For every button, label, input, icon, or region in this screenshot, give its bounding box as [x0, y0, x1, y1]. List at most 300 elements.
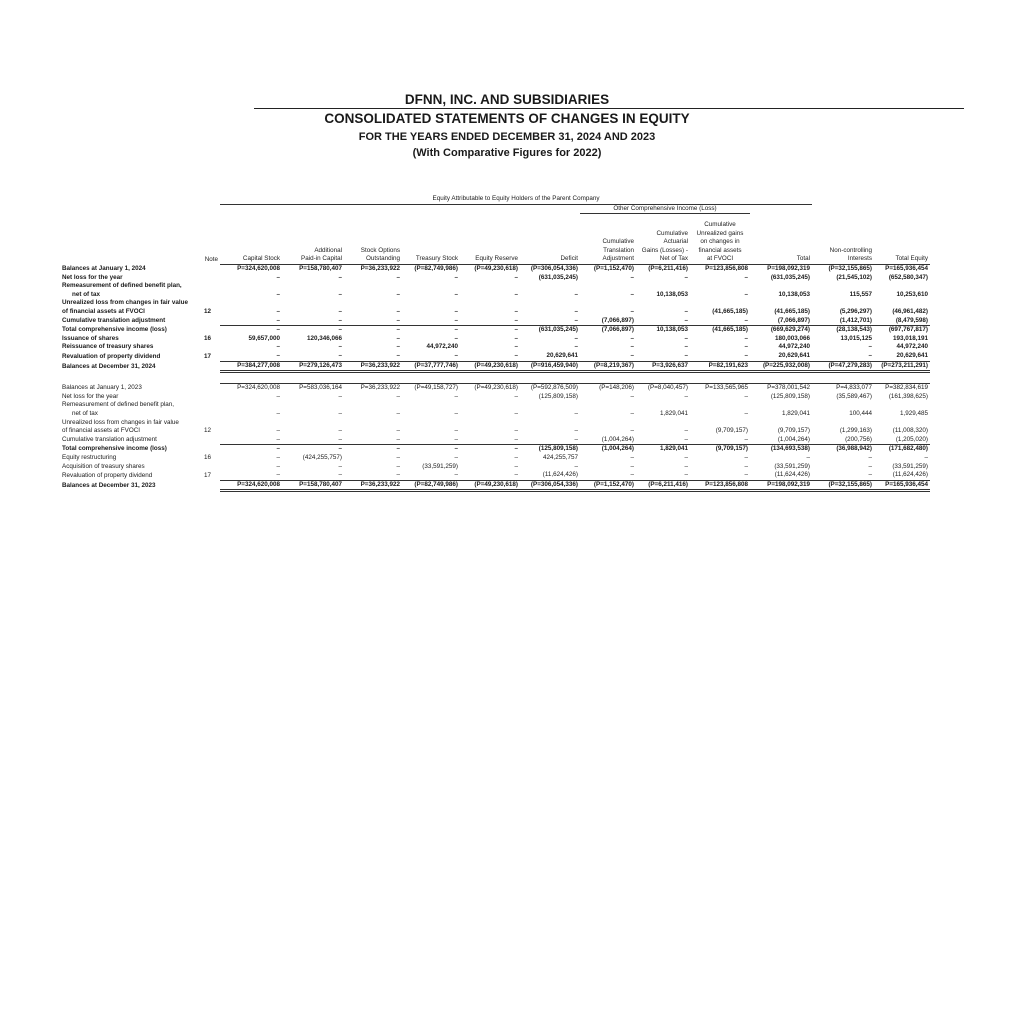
- cell-value: [580, 419, 636, 428]
- row-note: [190, 463, 220, 472]
- cell-value: 424,255,757: [542, 453, 578, 461]
- cell-value: –: [744, 462, 748, 470]
- cell-value: 115,557: [849, 290, 873, 298]
- cell-value: –: [220, 317, 282, 326]
- cell-value: –: [574, 290, 578, 298]
- cell-value: –: [514, 273, 518, 281]
- statement-title: CONSOLIDATED STATEMENTS OF CHANGES IN EQUITY: [324, 111, 690, 126]
- cell-value: P=382,834,619: [874, 384, 930, 393]
- table-row: [60, 282, 964, 291]
- cell-value: [636, 419, 690, 428]
- cell-value: –: [868, 453, 873, 461]
- cell-value: (P=82,749,986): [402, 265, 460, 274]
- cell-value: –: [630, 409, 634, 417]
- act-header-2: Actuarial: [663, 238, 688, 246]
- cell-value: –: [684, 427, 688, 435]
- row-label: Acquisition of treasury shares: [62, 462, 145, 470]
- cell-value: [402, 282, 460, 291]
- cell-value: (P=37,777,746): [402, 361, 460, 372]
- cell-value: 59,657,000: [248, 334, 280, 342]
- cell-value: –: [868, 352, 873, 359]
- cell-value: P=324,620,008: [220, 384, 282, 393]
- cell-value: (P=1,152,470): [580, 480, 636, 491]
- company-name: DFNN, INC. AND SUBSIDIARIES: [404, 92, 610, 107]
- cell-value: [460, 401, 520, 410]
- cell-value: [402, 401, 460, 410]
- cell-value: –: [454, 308, 458, 316]
- cell-value: [812, 299, 874, 308]
- row-note: [190, 480, 220, 491]
- cell-value: (134,693,538): [750, 445, 812, 454]
- cell-value: [520, 401, 580, 410]
- cell-value: [690, 419, 750, 428]
- cell-value: P=36,233,922: [344, 384, 402, 393]
- cell-value: –: [344, 326, 402, 335]
- table-row: [60, 384, 964, 393]
- cell-value: (171,682,480): [874, 445, 930, 454]
- cell-value: (652,580,347): [888, 273, 929, 281]
- cell-value: –: [514, 352, 518, 359]
- cell-value: –: [454, 352, 458, 359]
- cell-value: [344, 282, 402, 291]
- statement-period: FOR THE YEARS ENDED DECEMBER 31, 2024 AND 2023: [358, 131, 656, 143]
- cell-value: [282, 401, 344, 410]
- cell-value: –: [684, 453, 688, 461]
- treasury-header: Treasury Stock: [415, 255, 458, 263]
- cell-value: (1,004,264): [750, 436, 812, 445]
- cell-value: –: [868, 462, 873, 470]
- row-label: Remeasurement of defined benefit plan,: [62, 282, 182, 290]
- cell-value: –: [402, 317, 460, 326]
- cell-value: (125,809,158): [770, 392, 811, 400]
- cell-value: –: [338, 392, 342, 400]
- cell-value: –: [630, 273, 634, 281]
- cell-value: (161,398,625): [888, 392, 929, 400]
- cell-value: –: [338, 471, 342, 479]
- cell-value: (8,479,598): [874, 317, 930, 326]
- row-label: Cumulative translation adjustment: [62, 317, 166, 325]
- cell-value: 1,829,041: [782, 409, 811, 417]
- cell-value: (631,035,245): [770, 273, 811, 281]
- cell-value: –: [276, 462, 280, 470]
- cell-value: (46,961,482): [892, 308, 929, 316]
- cell-value: –: [514, 308, 518, 316]
- cell-value: –: [276, 273, 280, 281]
- table-row: [60, 445, 964, 454]
- cell-value: [344, 299, 402, 308]
- cta-header-3: Adjustment: [602, 255, 634, 263]
- cell-value: –: [744, 409, 748, 417]
- cell-value: –: [396, 409, 400, 417]
- cell-value: P=165,936,454: [874, 265, 930, 274]
- cell-value: –: [338, 308, 342, 316]
- row-label: Issuance of shares: [62, 334, 119, 342]
- cell-value: [812, 401, 874, 410]
- cell-value: [520, 282, 580, 291]
- cell-value: (7,066,897): [580, 317, 636, 326]
- cell-value: 44,972,240: [778, 343, 811, 351]
- options-header-2: Outstanding: [366, 255, 400, 263]
- cell-value: –: [402, 436, 460, 445]
- cell-value: –: [220, 326, 282, 335]
- cell-value: P=36,233,922: [344, 361, 402, 372]
- cell-value: [402, 419, 460, 428]
- cell-value: (11,624,426): [542, 471, 578, 479]
- table-row: [60, 343, 964, 352]
- cell-value: (P=306,054,336): [520, 265, 580, 274]
- fvoci-header-3: on changes in: [700, 238, 740, 246]
- cell-value: –: [684, 334, 688, 342]
- cell-value: [636, 401, 690, 410]
- cell-value: –: [276, 471, 280, 479]
- cell-value: –: [514, 409, 518, 417]
- cell-value: –: [220, 436, 282, 445]
- cell-value: (631,035,245): [538, 273, 578, 281]
- cell-value: –: [460, 317, 520, 326]
- row-label: Net loss for the year: [62, 273, 123, 281]
- cell-value: P=82,191,623: [690, 361, 750, 372]
- cell-value: 13,015,125: [840, 334, 873, 342]
- cell-value: (9,709,157): [715, 427, 748, 435]
- cell-value: –: [396, 352, 400, 359]
- cell-value: –: [744, 334, 748, 342]
- cell-value: 1,829,041: [636, 445, 690, 454]
- cell-value: –: [338, 462, 342, 470]
- cell-value: (125,809,158): [538, 392, 578, 400]
- cell-value: [636, 299, 690, 308]
- cell-value: –: [276, 427, 280, 435]
- cell-value: –: [276, 290, 280, 298]
- cell-value: (P=49,230,618): [460, 384, 520, 393]
- cell-value: (9,709,157): [777, 427, 811, 435]
- table-row: [60, 480, 964, 491]
- cell-value: –: [744, 471, 748, 479]
- row-label: Equity restructuring: [62, 453, 117, 461]
- cell-value: (P=148,206): [580, 384, 636, 393]
- table-row: [60, 308, 964, 317]
- cell-value: 44,972,240: [426, 343, 458, 351]
- cell-value: –: [744, 273, 748, 281]
- row-label: net of tax: [72, 409, 98, 417]
- cell-value: –: [514, 462, 518, 470]
- row-label: Unrealized loss from changes in fair value: [62, 299, 188, 307]
- cell-value: (200,756): [812, 436, 874, 445]
- cell-value: (P=8,040,457): [636, 384, 690, 393]
- cell-value: [220, 419, 282, 428]
- cell-value: –: [630, 343, 634, 351]
- cell-value: –: [454, 409, 458, 417]
- cell-value: –: [344, 317, 402, 326]
- total-header: Total: [796, 255, 811, 263]
- cell-value: (P=82,749,986): [402, 480, 460, 491]
- cell-value: (P=32,155,865): [812, 480, 874, 491]
- cell-value: –: [574, 334, 578, 342]
- cell-value: –: [454, 471, 458, 479]
- cell-value: –: [630, 453, 634, 461]
- cell-value: (P=49,230,618): [460, 480, 520, 491]
- cell-value: –: [276, 352, 280, 359]
- cell-value: 10,253,610: [896, 290, 929, 298]
- options-header-1: Stock Options: [360, 246, 400, 254]
- cell-value: –: [630, 290, 634, 298]
- cell-value: (33,591,259): [422, 462, 458, 470]
- row-note: [190, 401, 220, 410]
- table-row: [60, 361, 964, 372]
- table-row: [60, 436, 964, 445]
- cell-value: P=36,233,922: [344, 265, 402, 274]
- cell-value: –: [684, 352, 688, 359]
- cell-value: –: [630, 392, 634, 400]
- cell-value: 10,138,053: [656, 290, 688, 298]
- cell-value: –: [344, 436, 402, 445]
- cell-value: [750, 419, 812, 428]
- row-note: [190, 393, 220, 402]
- cell-value: (35,589,467): [836, 392, 873, 400]
- cell-value: –: [220, 445, 282, 454]
- cell-value: (P=6,211,416): [636, 480, 690, 491]
- row-label: of financial assets at FVOCI: [62, 427, 141, 435]
- cell-value: –: [630, 427, 634, 435]
- row-note: [190, 445, 220, 454]
- act-header-3: Gains (Losses) -: [641, 246, 688, 254]
- cell-value: –: [454, 392, 458, 400]
- cell-value: [580, 282, 636, 291]
- cell-value: (7,066,897): [580, 326, 636, 335]
- cell-value: 10,138,053: [778, 290, 811, 298]
- cell-value: (28,138,543): [812, 326, 874, 335]
- cell-value: –: [454, 290, 458, 298]
- cell-value: (1,004,264): [580, 445, 636, 454]
- fvoci-header-2: Unrealized gains: [696, 229, 744, 237]
- capital-stock-header: Capital Stock: [242, 255, 280, 263]
- table-row: [60, 454, 964, 463]
- cell-value: 120,346,066: [306, 334, 342, 342]
- cell-value: (P=6,211,416): [636, 265, 690, 274]
- fvoci-header-4: financial assets: [698, 246, 742, 254]
- equity-reserve-header: Equity Reserve: [475, 255, 518, 263]
- cell-value: P=123,856,808: [690, 265, 750, 274]
- cell-value: –: [806, 453, 811, 461]
- cell-value: [580, 299, 636, 308]
- cell-value: (9,709,157): [690, 445, 750, 454]
- cell-value: (11,624,426): [892, 471, 929, 479]
- cell-value: –: [520, 317, 580, 326]
- cell-value: –: [396, 471, 400, 479]
- cta-header-2: Translation: [603, 246, 634, 254]
- cell-value: –: [744, 453, 748, 461]
- cell-value: (P=1,152,470): [580, 265, 636, 274]
- cell-value: [344, 419, 402, 428]
- cell-value: –: [744, 343, 748, 351]
- cell-value: –: [514, 453, 518, 461]
- row-note: [190, 299, 220, 308]
- equity-statement: [60, 195, 964, 492]
- row-label: Cumulative translation adjustment: [62, 436, 157, 444]
- cell-value: –: [630, 334, 634, 342]
- cell-value: P=384,277,008: [220, 361, 282, 372]
- cell-value: [750, 401, 812, 410]
- cell-value: 180,003,066: [775, 334, 811, 342]
- cell-value: –: [454, 453, 458, 461]
- cell-value: (P=306,054,336): [520, 480, 580, 491]
- cell-value: 20,629,641: [546, 352, 578, 359]
- cell-value: –: [514, 290, 518, 298]
- fvoci-header-1: Cumulative: [704, 221, 736, 229]
- table-row: [60, 299, 964, 308]
- cell-value: (P=225,932,008): [750, 361, 812, 372]
- cell-value: (11,008,320): [892, 427, 929, 435]
- cell-value: [282, 299, 344, 308]
- cell-value: –: [574, 462, 578, 470]
- cell-value: –: [574, 427, 578, 435]
- cell-value: –: [684, 462, 688, 470]
- cell-value: 1,929,485: [900, 409, 929, 417]
- cell-value: –: [460, 445, 520, 454]
- row-note: [190, 291, 220, 300]
- cell-value: (11,624,426): [774, 471, 811, 479]
- cell-value: (P=49,158,727): [402, 384, 460, 393]
- cell-value: –: [454, 273, 458, 281]
- cell-value: (1,004,264): [580, 436, 636, 445]
- cell-value: –: [276, 392, 280, 400]
- cell-value: –: [868, 471, 873, 479]
- cell-value: P=279,126,473: [282, 361, 344, 372]
- table-row: [60, 410, 964, 419]
- cell-value: –: [630, 308, 634, 316]
- row-label: Balances at January 1, 2024: [62, 265, 146, 273]
- cell-value: –: [684, 471, 688, 479]
- cell-value: –: [282, 436, 344, 445]
- cell-value: (697,767,817): [874, 326, 930, 335]
- cell-value: 10,138,053: [636, 326, 690, 335]
- cell-value: –: [574, 409, 578, 417]
- cell-value: –: [338, 427, 342, 435]
- cell-value: –: [514, 334, 518, 342]
- row-note: 16: [204, 453, 212, 461]
- cell-value: –: [514, 343, 518, 351]
- act-header-1: Cumulative: [656, 229, 688, 237]
- cell-value: (P=273,211,291): [874, 361, 930, 372]
- cell-value: P=324,620,008: [220, 265, 282, 274]
- row-note: [190, 274, 220, 283]
- comparative-note: (With Comparative Figures for 2022): [412, 147, 602, 159]
- cell-value: 20,629,641: [896, 352, 929, 359]
- cell-value: [402, 299, 460, 308]
- row-note: 16: [204, 334, 212, 342]
- cell-value: [874, 282, 930, 291]
- cell-value: P=583,036,164: [282, 384, 344, 393]
- row-label: Total comprehensive income (loss): [62, 445, 167, 453]
- cell-value: (P=916,459,940): [520, 361, 580, 372]
- row-label: Remeasurement of defined benefit plan,: [62, 401, 175, 409]
- row-note: 12: [204, 308, 212, 316]
- cell-value: –: [282, 326, 344, 335]
- cell-value: –: [338, 290, 342, 298]
- cell-value: 1,829,041: [659, 409, 688, 417]
- cell-value: –: [402, 445, 460, 454]
- cell-value: –: [344, 445, 402, 454]
- row-label: Balances at December 31, 2023: [62, 482, 156, 490]
- cell-value: –: [276, 409, 280, 417]
- row-label: Reissuance of treasury shares: [62, 343, 154, 351]
- equity-table: [60, 195, 964, 492]
- cell-value: –: [276, 343, 280, 351]
- cell-value: (P=47,279,283): [812, 361, 874, 372]
- cell-value: –: [520, 436, 580, 445]
- row-note: [190, 265, 220, 274]
- cell-value: [460, 419, 520, 428]
- cell-value: [520, 419, 580, 428]
- apic-header-1: Additional: [314, 246, 342, 254]
- table-row: [60, 317, 964, 326]
- cell-value: –: [574, 308, 578, 316]
- cell-value: –: [396, 273, 400, 281]
- cell-value: P=165,936,454: [874, 480, 930, 491]
- cell-value: (424,255,757): [302, 453, 342, 461]
- cell-value: [750, 282, 812, 291]
- cell-value: (41,665,185): [690, 326, 750, 335]
- row-label: Total comprehensive income (loss): [62, 326, 167, 334]
- fvoci-header-5: at FVOCI: [706, 255, 734, 263]
- cell-value: [282, 419, 344, 428]
- cell-value: (36,988,942): [812, 445, 874, 454]
- cta-header-1: Cumulative: [602, 238, 634, 246]
- cell-value: –: [338, 343, 342, 351]
- cell-value: P=3,926,637: [636, 361, 690, 372]
- cell-value: –: [396, 290, 400, 298]
- cell-value: (669,629,274): [750, 326, 812, 335]
- cell-value: P=36,233,922: [344, 480, 402, 491]
- cell-value: –: [460, 326, 520, 335]
- cell-value: –: [636, 436, 690, 445]
- cell-value: [460, 282, 520, 291]
- row-note: [190, 317, 220, 326]
- cell-value: P=123,856,808: [690, 480, 750, 491]
- row-note: [190, 384, 220, 393]
- cell-value: P=378,001,542: [750, 384, 812, 393]
- cell-value: –: [636, 317, 690, 326]
- cell-value: –: [396, 392, 400, 400]
- cell-value: –: [338, 352, 342, 359]
- cell-value: 20,629,641: [778, 352, 811, 359]
- cell-value: [874, 401, 930, 410]
- cell-value: [874, 299, 930, 308]
- table-row: [60, 427, 964, 436]
- cell-value: (5,296,297): [839, 308, 873, 316]
- cell-value: –: [454, 334, 458, 342]
- cell-value: 193,018,191: [893, 334, 929, 342]
- cell-value: (P=49,230,618): [460, 265, 520, 274]
- cell-value: P=133,565,965: [690, 384, 750, 393]
- cell-value: (631,035,245): [520, 326, 580, 335]
- cell-value: 44,972,240: [896, 343, 929, 351]
- cell-value: [220, 401, 282, 410]
- parent-equity-header: Equity Attributable to Equity Holders of the Parent Company: [220, 195, 812, 204]
- cell-value: –: [276, 308, 280, 316]
- cell-value: –: [514, 471, 518, 479]
- cell-value: –: [684, 392, 688, 400]
- cell-value: –: [514, 392, 518, 400]
- cell-value: –: [924, 453, 929, 461]
- row-label: Unrealized loss from changes in fair value: [62, 418, 179, 426]
- cell-value: –: [684, 273, 688, 281]
- cell-value: –: [454, 427, 458, 435]
- cell-value: (33,591,259): [774, 462, 811, 470]
- row-note: 17: [204, 352, 212, 360]
- table-row: [60, 265, 964, 274]
- nci-header-2: Interests: [847, 255, 873, 263]
- cell-value: P=198,092,319: [750, 265, 812, 274]
